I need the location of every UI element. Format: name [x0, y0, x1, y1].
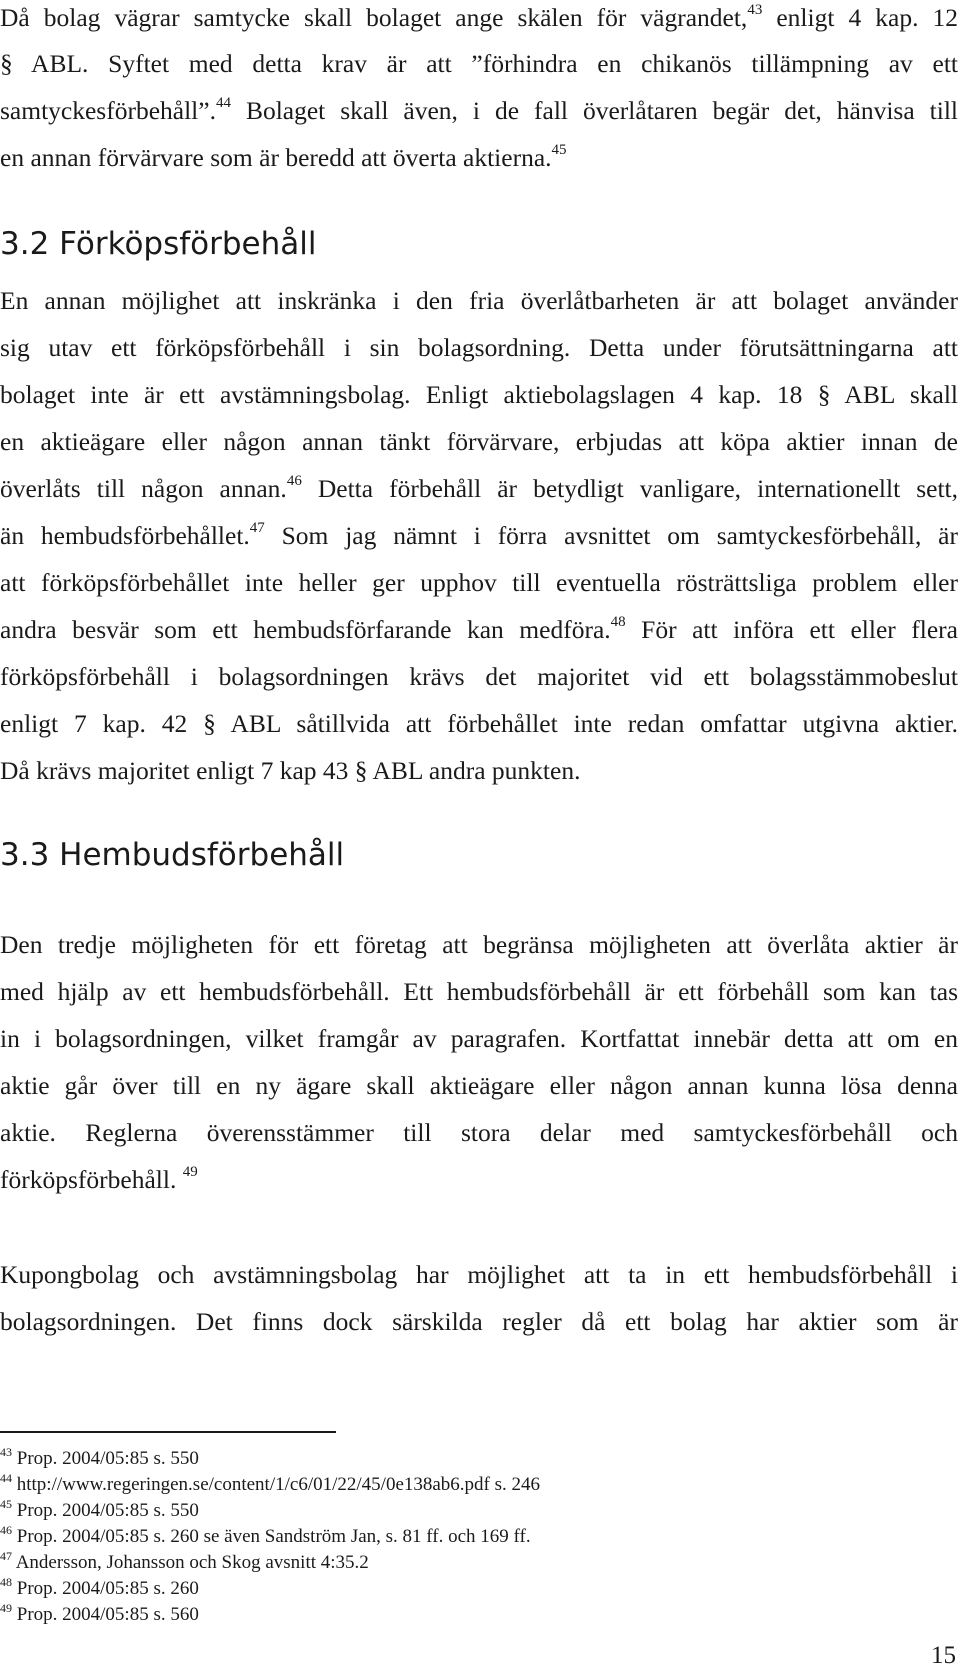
footnote-ref[interactable]: 46	[286, 473, 302, 489]
section-heading-3-3: 3.3 Hembudsförbehåll	[0, 837, 345, 873]
footnote-separator	[0, 1431, 336, 1433]
text-line: bolagsordningen. Det finns dock särskilda regler då ett bolag har aktier som är	[0, 1307, 958, 1336]
text-line: bolaget inte är ett avstämningsbolag. Enligt aktiebolagslagen 4 kap. 18 § ABL skall	[0, 380, 958, 409]
text-line: sig utav ett förköpsförbehåll i sin bolagsordning. Detta under förutsättningarna att	[0, 333, 958, 362]
footnote: $^{49}$ Prop. 2004/05:85 s. 560	[0, 1601, 199, 1625]
footnote-ref[interactable]: 44	[215, 95, 231, 111]
section-heading-3-2: 3.2 Förköpsförbehåll	[0, 226, 317, 262]
text-line: en aktieägare eller någon annan tänkt förvärvare, erbjudas att köpa aktier innan de	[0, 427, 958, 456]
footnote: $^{44}$ http://www.regeringen.se/content/1/c6/01/22/45/0e138ab6.pdf s. 246	[0, 1471, 541, 1495]
text-line: En annan möjlighet att inskränka i den fria överlåtbarheten är att bolaget använder	[0, 286, 958, 315]
footnote-ref[interactable]: 49	[182, 1164, 198, 1180]
text-line: överlåts till någon annan.$^{46}$ Detta förbehåll är betydligt vanligare, internationellt sett,	[0, 473, 958, 503]
footnote-ref[interactable]: 43	[747, 2, 763, 18]
footnote: $^{43}$ Prop. 2004/05:85 s. 550	[0, 1445, 199, 1469]
text-line: en annan förvärvare som är beredd att överta aktierna.$^{45}$	[0, 142, 567, 172]
text-line: förköpsförbehåll. $^{49}$	[0, 1164, 198, 1194]
footnote-ref[interactable]: 45	[551, 142, 567, 158]
text-line: med hjälp av ett hembudsförbehåll. Ett hembudsförbehåll är ett förbehåll som kan tas	[0, 977, 958, 1006]
text-line: aktie går över till en ny ägare skall aktieägare eller någon annan kunna lösa denna	[0, 1071, 958, 1100]
text-line: aktie. Reglerna överensstämmer till stora delar med samtyckesförbehåll och	[0, 1118, 958, 1147]
text-line: samtyckesförbehåll”.$^{44}$ Bolaget skall även, i de fall överlåtaren begär det, hänvisa till	[0, 95, 958, 125]
footnote: $^{46}$ Prop. 2004/05:85 s. 260 se även Sandström Jan, s. 81 ff. och 169 ff.	[0, 1523, 531, 1547]
footnote: $^{47}$ Andersson, Johansson och Skog avsnitt 4:35.2	[0, 1549, 369, 1573]
text-line: förköpsförbehåll i bolagsordningen krävs det majoritet vid ett bolagsstämmobeslut	[0, 662, 958, 691]
text-line: Den tredje möjligheten för ett företag att begränsa möjligheten att överlåta aktier är	[0, 930, 958, 959]
text-line: enligt 7 kap. 42 § ABL såtillvida att förbehållet inte redan omfattar utgivna aktier.	[0, 709, 958, 738]
text-line: § ABL. Syftet med detta krav är att ”förhindra en chikanös tillämpning av ett	[0, 49, 958, 78]
footnote-link[interactable]: http://www.regeringen.se/content/1/c6/01/22/45/0e138ab6.pdf s. 246	[16, 1474, 541, 1495]
text-line: än hembudsförbehållet.$^{47}$ Som jag nämnt i förra avsnittet om samtyckesförbehåll, är	[0, 520, 958, 550]
footnote: $^{45}$ Prop. 2004/05:85 s. 550	[0, 1497, 199, 1521]
text-line: Kupongbolag och avstämningsbolag har möjlighet att ta in ett hembudsförbehåll i	[0, 1260, 958, 1289]
text-line: att förköpsförbehållet inte heller ger upphov till eventuella rösträttsliga problem eller	[0, 568, 958, 597]
footnote-ref[interactable]: 47	[249, 520, 265, 536]
footnote: $^{48}$ Prop. 2004/05:85 s. 260	[0, 1575, 199, 1599]
footnote-ref[interactable]: 48	[610, 614, 626, 630]
page-number: 15	[931, 1642, 956, 1669]
text-line: Då bolag vägrar samtycke skall bolaget ange skälen för vägrandet,$^{43}$ enligt 4 kap. 12	[0, 2, 958, 32]
text-line: Då krävs majoritet enligt 7 kap 43 § ABL andra punkten.	[0, 756, 581, 785]
text-line: in i bolagsordningen, vilket framgår av paragrafen. Kortfattat innebär detta att om en	[0, 1024, 958, 1053]
text-line: andra besvär som ett hembudsförfarande kan medföra.$^{48}$ För att införa ett eller flera	[0, 614, 958, 644]
